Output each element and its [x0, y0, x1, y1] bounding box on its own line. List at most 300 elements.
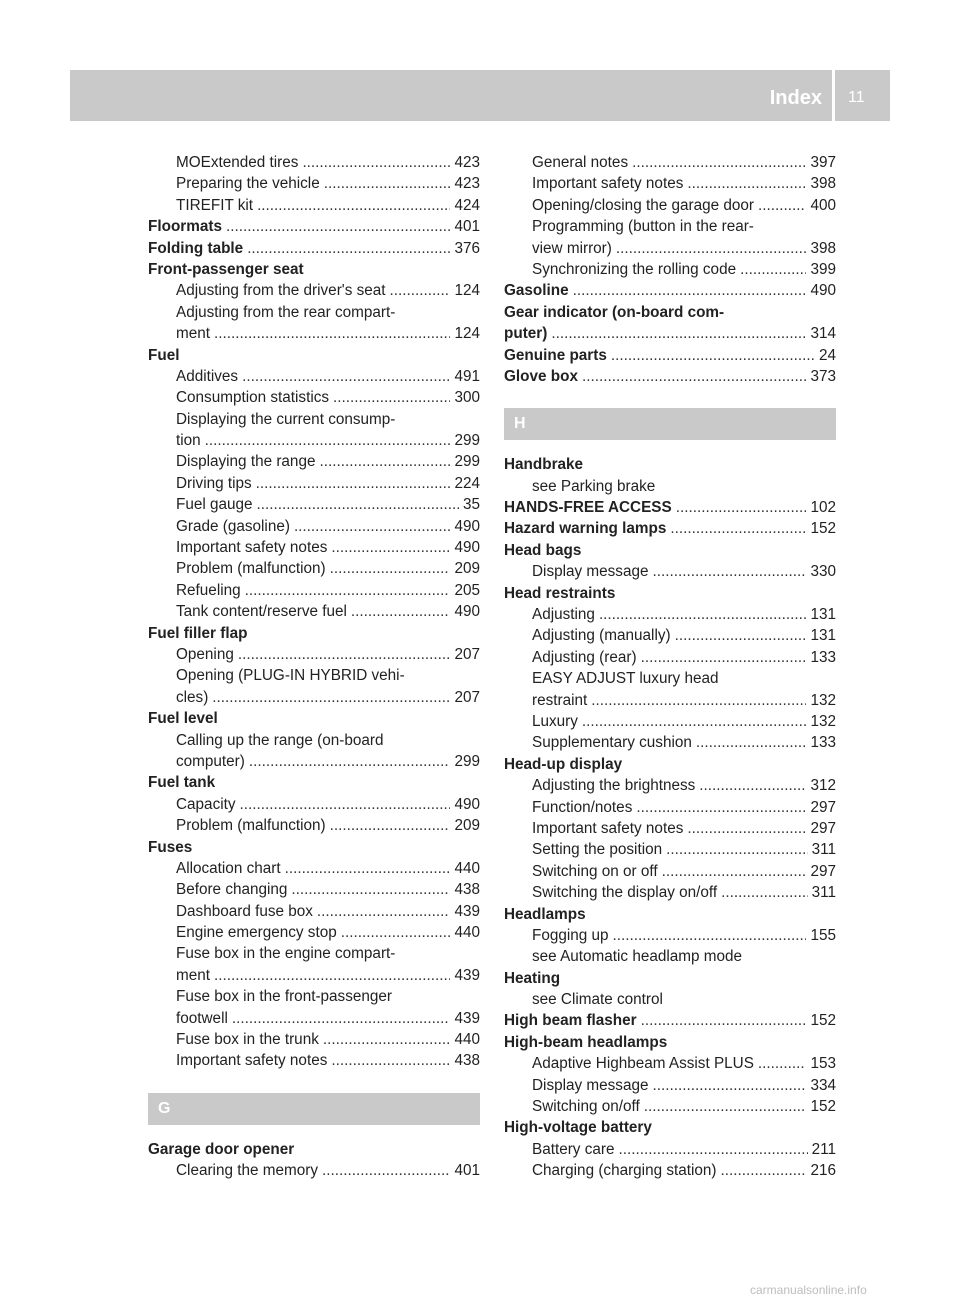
- dot-leader: [687, 173, 806, 194]
- entry-page-number: 423: [454, 175, 480, 193]
- dot-leader: [341, 922, 451, 943]
- dot-leader: [317, 901, 451, 922]
- index-subentry: [148, 751, 480, 772]
- entry-label: HANDS-FREE ACCESS: [504, 499, 672, 517]
- index-subentry: [148, 922, 480, 943]
- entry-label: ment: [176, 966, 211, 984]
- dot-leader: [662, 861, 807, 882]
- entry-label: ment: [176, 325, 211, 343]
- index-entry: [504, 302, 836, 323]
- entry-label: Headlamps: [504, 905, 586, 923]
- watermark: carmanualsonline.info: [750, 1283, 867, 1297]
- entry-label: General notes: [532, 154, 629, 171]
- index-subentry: [148, 901, 480, 922]
- index-subentry: [148, 943, 480, 964]
- dot-leader: [582, 366, 807, 387]
- index-subentry: [504, 152, 836, 173]
- entry-page-number: 35: [462, 496, 480, 514]
- entry-label: Tank content/reserve fuel: [176, 603, 347, 621]
- entry-label: Folding table: [148, 239, 244, 257]
- entry-page-number: 490: [454, 517, 480, 535]
- entry-page-number: 490: [454, 603, 480, 621]
- entry-label: Problem (malfunction): [176, 817, 326, 835]
- entry-page-number: 398: [810, 175, 836, 193]
- index-subentry: [504, 861, 836, 882]
- entry-page-number: 102: [810, 499, 836, 517]
- dot-leader: [641, 647, 807, 668]
- dot-leader: [247, 238, 450, 259]
- entry-label: Function/notes: [532, 798, 633, 816]
- index-subentry: [504, 476, 836, 497]
- entry-page-number: 401: [454, 1162, 480, 1180]
- index-entry: [504, 366, 836, 387]
- dot-leader: [257, 195, 450, 216]
- entry-label: Gasoline: [504, 282, 569, 300]
- dot-leader: [551, 323, 806, 344]
- dot-leader: [285, 858, 451, 879]
- entry-page-number: 152: [810, 1012, 836, 1030]
- index-entry: [504, 540, 836, 561]
- entry-label: Switching on/off: [532, 1098, 640, 1116]
- entry-label: Head bags: [504, 541, 582, 559]
- index-subentry: [504, 1160, 836, 1181]
- entry-page-number: 312: [810, 777, 836, 795]
- index-subentry: [504, 882, 836, 903]
- entry-label: cles): [176, 688, 209, 706]
- index-entry: [148, 216, 480, 237]
- page-number: 11: [848, 89, 865, 106]
- index-subentry: [148, 302, 480, 323]
- dot-leader: [696, 732, 807, 753]
- entry-page-number: 209: [454, 560, 480, 578]
- entry-page-number: 211: [811, 1140, 836, 1158]
- entry-label: Front-passenger seat: [148, 260, 304, 278]
- index-subentry: [504, 604, 836, 625]
- dot-leader: [330, 558, 451, 579]
- entry-page-number: 297: [810, 798, 836, 816]
- entry-page-number: 400: [810, 196, 836, 214]
- entry-page-number: 297: [810, 862, 836, 880]
- index-entry: [148, 837, 480, 858]
- entry-label: Genuine parts: [504, 346, 607, 364]
- entry-page-number: 401: [454, 218, 480, 236]
- index-entry: [504, 1117, 836, 1138]
- entry-label: Fogging up: [532, 926, 609, 944]
- entry-page-number: 491: [454, 367, 480, 385]
- index-subentry: [504, 668, 836, 689]
- entry-label: Handbrake: [504, 456, 584, 474]
- entry-page-number: 297: [810, 819, 836, 837]
- entry-label: Charging (charging station): [532, 1162, 717, 1180]
- dot-leader: [324, 173, 451, 194]
- index-entry: [504, 280, 836, 301]
- dot-leader: [721, 882, 808, 903]
- dot-leader: [351, 601, 451, 622]
- entry-label: High-beam headlamps: [504, 1033, 668, 1051]
- entry-page-number: 131: [810, 627, 836, 645]
- dot-leader: [294, 516, 451, 537]
- dot-leader: [675, 625, 807, 646]
- index-entry: [504, 583, 836, 604]
- entry-page-number: 439: [454, 1009, 480, 1027]
- entry-label: Setting the position: [532, 841, 663, 859]
- entry-page-number: 398: [810, 239, 836, 257]
- entry-page-number: 440: [454, 859, 480, 877]
- index-subentry: [504, 775, 836, 796]
- index-subentry: [148, 794, 480, 815]
- index-entry: [504, 1010, 836, 1031]
- entry-page-number: 299: [454, 752, 480, 770]
- index-subentry: [148, 173, 480, 194]
- dot-leader: [721, 1160, 807, 1181]
- index-subentry: [148, 665, 480, 686]
- index-column-left: [148, 152, 480, 1182]
- index-entry: [148, 772, 480, 793]
- index-entry: [504, 323, 836, 344]
- dot-leader: [641, 1010, 807, 1031]
- dot-leader: [390, 280, 451, 301]
- entry-label: Preparing the vehicle: [176, 175, 320, 193]
- dot-leader: [666, 839, 807, 860]
- index-subentry: [148, 494, 480, 515]
- dot-leader: [618, 1139, 807, 1160]
- entry-page-number: 373: [810, 367, 836, 385]
- index-entry: [504, 454, 836, 475]
- entry-label: Battery care: [532, 1140, 615, 1158]
- dot-leader: [238, 644, 451, 665]
- index-entry: [504, 904, 836, 925]
- index-subentry: [504, 946, 836, 967]
- entry-page-number: 490: [454, 539, 480, 557]
- entry-label: Adjusting the brightness: [532, 777, 696, 795]
- entry-label: Displaying the range: [176, 453, 316, 471]
- entry-label: Engine emergency stop: [176, 924, 337, 942]
- index-subentry: [148, 366, 480, 387]
- entry-label: Important safety notes: [176, 1052, 328, 1070]
- entry-label: Garage door opener: [148, 1140, 295, 1158]
- entry-label: Refueling: [176, 581, 241, 599]
- index-subentry: [148, 537, 480, 558]
- entry-label: EASY ADJUST luxury head: [532, 670, 719, 688]
- entry-page-number: 439: [454, 902, 480, 920]
- entry-page-number: 299: [454, 453, 480, 471]
- index-subentry: [148, 1029, 480, 1050]
- entry-page-number: 132: [810, 712, 836, 730]
- index-subentry: [148, 195, 480, 216]
- dot-leader: [242, 366, 450, 387]
- dot-leader: [687, 818, 806, 839]
- header-divider: [832, 70, 835, 121]
- index-entry: [504, 754, 836, 775]
- dot-leader: [611, 345, 815, 366]
- entry-page-number: 334: [810, 1076, 836, 1094]
- dot-leader: [249, 751, 451, 772]
- entry-label: Opening (PLUG-IN HYBRID vehi-: [176, 667, 405, 685]
- index-subentry: [504, 625, 836, 646]
- entry-label: tion: [176, 432, 201, 450]
- entry-label: Adjusting (rear): [532, 648, 637, 666]
- index-subentry: [148, 323, 480, 344]
- index-subentry: [504, 259, 836, 280]
- dot-leader: [652, 1075, 806, 1096]
- index-column-right: [504, 152, 836, 1182]
- dot-leader: [599, 604, 807, 625]
- entry-label: High-voltage battery: [504, 1119, 652, 1137]
- index-subentry: [504, 216, 836, 237]
- entry-label: Heating: [504, 969, 561, 987]
- dot-leader: [214, 965, 450, 986]
- dot-leader: [302, 152, 450, 173]
- entry-label: Fuel gauge: [176, 496, 253, 514]
- entry-page-number: 300: [454, 389, 480, 407]
- entry-page-number: 438: [454, 881, 480, 899]
- entry-label: Adjusting from the driver's seat: [176, 282, 386, 300]
- index-subentry: [148, 516, 480, 537]
- entry-page-number: 490: [454, 795, 480, 813]
- index-subentry: [504, 732, 836, 753]
- entry-page-number: 376: [454, 239, 480, 257]
- index-subentry: [148, 280, 480, 301]
- entry-label: Switching the display on/off: [532, 884, 718, 902]
- entry-label: Problem (malfunction): [176, 560, 326, 578]
- entry-page-number: 24: [818, 346, 836, 364]
- entry-page-number: 205: [454, 581, 480, 599]
- entry-label: Floormats: [148, 218, 222, 236]
- index-subentry: [148, 451, 480, 472]
- dot-leader: [613, 925, 807, 946]
- entry-label: Consumption statistics: [176, 389, 330, 407]
- entry-label: restraint: [532, 691, 588, 709]
- index-entry: [504, 968, 836, 989]
- index-subentry: [148, 1050, 480, 1071]
- entry-page-number: 124: [454, 325, 480, 343]
- index-entry: [148, 708, 480, 729]
- index-subentry: [504, 797, 836, 818]
- entry-label: TIREFIT kit: [176, 196, 254, 214]
- entry-label: Grade (gasoline): [176, 517, 290, 535]
- entry-label: High beam flasher: [504, 1012, 637, 1030]
- entry-label: Luxury: [532, 712, 578, 730]
- index-subentry: [504, 690, 836, 711]
- entry-label: view mirror): [532, 239, 612, 257]
- entry-label: Opening/closing the garage door: [532, 196, 754, 214]
- entry-page-number: 153: [810, 1055, 836, 1073]
- entry-label: Fuses: [148, 838, 193, 856]
- index-subentry: [148, 687, 480, 708]
- entry-page-number: 207: [454, 645, 480, 663]
- index-subentry: [504, 647, 836, 668]
- entry-label: Capacity: [176, 795, 236, 813]
- entry-page-number: 133: [810, 734, 836, 752]
- index-subentry: [148, 152, 480, 173]
- index-subentry: [148, 430, 480, 451]
- entry-page-number: 131: [810, 606, 836, 624]
- index-subentry: [504, 1139, 836, 1160]
- index-subentry: [504, 925, 836, 946]
- index-subentry: [148, 1160, 480, 1181]
- entry-label: puter): [504, 325, 548, 343]
- entry-label: see Climate control: [532, 991, 663, 1009]
- index-subentry: [504, 989, 836, 1010]
- index-subentry: [504, 173, 836, 194]
- index-subentry: [504, 561, 836, 582]
- entry-page-number: 440: [454, 924, 480, 942]
- entry-page-number: 490: [810, 282, 836, 300]
- index-entry: [504, 497, 836, 518]
- dot-leader: [214, 323, 450, 344]
- dot-leader: [330, 815, 451, 836]
- entry-label: Fuse box in the front-passenger: [176, 988, 392, 1006]
- entry-label: Fuel filler flap: [148, 624, 248, 642]
- dot-leader: [333, 387, 450, 408]
- dot-leader: [245, 580, 451, 601]
- index-subentry: [148, 387, 480, 408]
- dot-leader: [616, 238, 807, 259]
- index-subentry: [504, 1075, 836, 1096]
- dot-leader: [636, 797, 806, 818]
- dot-leader: [212, 687, 450, 708]
- entry-label: see Automatic headlamp mode: [532, 948, 743, 966]
- dot-leader: [331, 537, 450, 558]
- entry-label: Important safety notes: [532, 819, 684, 837]
- entry-label: Head-up display: [504, 755, 623, 773]
- entry-label: Adjusting from the rear compart-: [176, 303, 396, 321]
- dot-leader: [644, 1096, 807, 1117]
- entry-page-number: 124: [454, 282, 480, 300]
- index-subentry: [148, 858, 480, 879]
- entry-page-number: 311: [811, 884, 836, 902]
- entry-label: Fuel: [148, 346, 180, 364]
- entry-label: see Parking brake: [532, 477, 656, 495]
- index-subentry: [504, 238, 836, 259]
- entry-page-number: 424: [454, 196, 480, 214]
- entry-label: footwell: [176, 1009, 228, 1027]
- entry-page-number: 397: [810, 154, 836, 171]
- entry-page-number: 314: [810, 325, 836, 343]
- entry-label: MOExtended tires: [176, 154, 299, 171]
- index-entry: [504, 345, 836, 366]
- dot-leader: [573, 280, 807, 301]
- dot-leader: [226, 216, 451, 237]
- entry-page-number: 330: [810, 563, 836, 581]
- entry-page-number: 207: [454, 688, 480, 706]
- entry-label: Gear indicator (on-board com-: [504, 303, 725, 321]
- entry-page-number: 438: [454, 1052, 480, 1070]
- entry-page-number: 299: [454, 432, 480, 450]
- entry-page-number: 133: [810, 648, 836, 666]
- entry-label: Fuse box in the engine compart-: [176, 945, 396, 963]
- index-subentry: [504, 195, 836, 216]
- entry-label: Head restraints: [504, 584, 616, 602]
- index-subentry: [504, 1053, 836, 1074]
- index-subentry: [148, 601, 480, 622]
- section-header: H: [504, 408, 836, 440]
- entry-label: Fuel tank: [148, 774, 216, 792]
- entry-page-number: 216: [810, 1162, 836, 1180]
- dot-leader: [240, 794, 451, 815]
- dot-leader: [232, 1008, 451, 1029]
- index-subentry: [148, 409, 480, 430]
- dot-leader: [331, 1050, 450, 1071]
- entry-label: Dashboard fuse box: [176, 902, 313, 920]
- entry-label: Before changing: [176, 881, 288, 899]
- entry-label: Fuel level: [148, 710, 218, 728]
- index-subentry: [148, 473, 480, 494]
- dot-leader: [699, 775, 806, 796]
- section-header: G: [148, 1093, 480, 1125]
- index-subentry: [148, 558, 480, 579]
- dot-leader: [758, 1053, 807, 1074]
- index-subentry: [148, 879, 480, 900]
- entry-page-number: 440: [454, 1031, 480, 1049]
- entry-label: Hazard warning lamps: [504, 520, 667, 538]
- index-subentry: [504, 1096, 836, 1117]
- entry-page-number: 152: [810, 1098, 836, 1116]
- index-entry: [148, 259, 480, 280]
- index-entry: [148, 1139, 480, 1160]
- entry-label: Displaying the current consump-: [176, 410, 396, 428]
- dot-leader: [740, 259, 806, 280]
- dot-leader: [591, 690, 806, 711]
- entry-page-number: 132: [810, 691, 836, 709]
- entry-label: Fuse box in the trunk: [176, 1031, 319, 1049]
- entry-label: Adjusting: [532, 606, 595, 624]
- entry-label: Synchronizing the rolling code: [532, 260, 737, 278]
- entry-label: Programming (button in the rear-: [532, 218, 754, 236]
- index-entry: [148, 623, 480, 644]
- dot-leader: [205, 430, 451, 451]
- entry-page-number: 311: [811, 841, 836, 859]
- entry-label: Display message: [532, 1076, 649, 1094]
- entry-label: Display message: [532, 563, 649, 581]
- entry-label: Allocation chart: [176, 859, 281, 877]
- dot-leader: [670, 518, 806, 539]
- entry-label: Driving tips: [176, 474, 252, 492]
- entry-label: Additives: [176, 367, 239, 385]
- entry-page-number: 152: [810, 520, 836, 538]
- dot-leader: [652, 561, 806, 582]
- index-subentry: [148, 1008, 480, 1029]
- index-subentry: [148, 986, 480, 1007]
- index-subentry: [148, 580, 480, 601]
- entry-label: Calling up the range (on-board: [176, 731, 384, 749]
- entry-label: Adaptive Highbeam Assist PLUS: [532, 1055, 754, 1073]
- index-subentry: [504, 818, 836, 839]
- dot-leader: [257, 494, 459, 515]
- dot-leader: [676, 497, 807, 518]
- entry-label: Switching on or off: [532, 862, 658, 880]
- dot-leader: [758, 195, 807, 216]
- entry-label: Important safety notes: [532, 175, 684, 193]
- dot-leader: [319, 451, 450, 472]
- index-subentry: [504, 839, 836, 860]
- index-subentry: [148, 815, 480, 836]
- dot-leader: [322, 1160, 450, 1181]
- entry-page-number: 155: [810, 926, 836, 944]
- entry-page-number: 224: [454, 474, 480, 492]
- dot-leader: [582, 711, 807, 732]
- entry-label: Opening: [176, 645, 234, 663]
- index-entry: [504, 518, 836, 539]
- entry-page-number: 209: [454, 817, 480, 835]
- entry-label: Clearing the memory: [176, 1162, 318, 1180]
- index-entry: [148, 238, 480, 259]
- entry-page-number: 423: [454, 154, 480, 171]
- dot-leader: [323, 1029, 451, 1050]
- entry-label: Glove box: [504, 367, 578, 385]
- index-subentry: [148, 730, 480, 751]
- index-subentry: [504, 711, 836, 732]
